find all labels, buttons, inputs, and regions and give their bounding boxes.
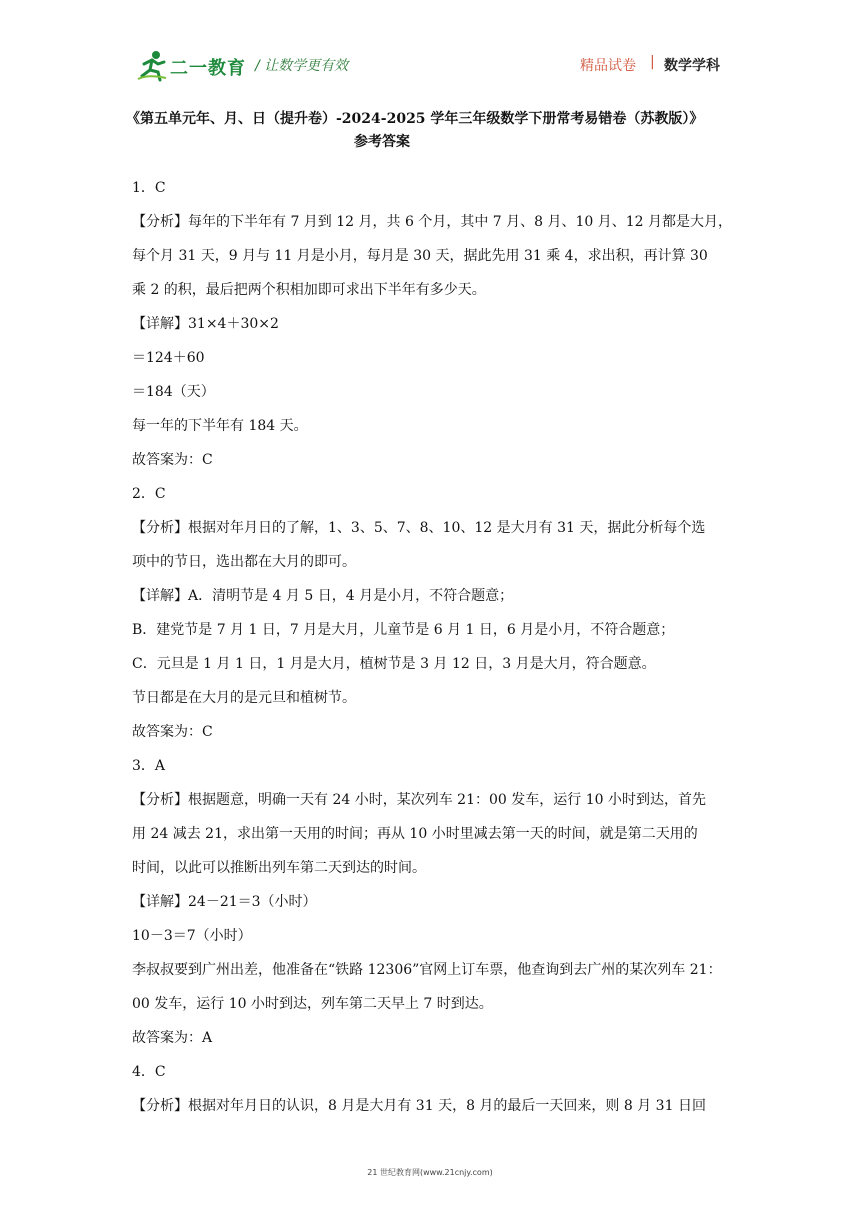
answer-line: 节日都是在大月的是元旦和植树节。 [132,690,356,706]
answer-line: 时间，以此可以推断出列车第二天到达的时间。 [132,860,426,876]
answer-line: 【详解】A．清明节是 4 月 5 日，4 月是小月，不符合题意； [132,588,514,604]
answer-line: ＝184（天） [132,384,215,400]
page-footer: 21 世纪教育网(www.21cnjy.com) [367,1168,493,1177]
slogan: / 让数学更有效 [255,58,349,74]
answer-line: 1．C [132,180,166,196]
answer-line: ＝124＋60 [132,350,205,366]
answer-line: 00 发车，运行 10 小时到达，列车第二天早上 7 时到达。 [132,996,493,1012]
document-title: 《第五单元年、月、日（提升卷）-2024-2025 学年三年级数学下册常考易错卷（苏教版）》 [126,111,704,127]
answer-line: 【分析】根据对年月日的了解，1、3、5、7、8、10、12 是大月有 31 天，据此分析每个选 [132,520,706,536]
logo [136,48,246,84]
answer-line: 2．C [132,486,166,502]
answer-line: 【详解】24－21＝3（小时） [132,894,317,910]
answer-line: 4．C [132,1064,166,1080]
answer-line: 项中的节日，选出都在大月的即可。 [132,554,356,570]
answer-line: 【分析】根据对年月日的认识，8 月是大月有 31 天，8 月的最后一天回来，则 8 月 31 日回 [132,1098,706,1114]
answer-line: C．元旦是 1 月 1 日，1 月是大月，植树节是 3 月 12 日，3 月是大月，符合题意。 [132,656,656,672]
answer-line: 故答案为：C [132,452,213,468]
answer-line: 10－3＝7（小时） [132,928,252,944]
runner-logo-icon [136,48,170,82]
answer-line: 3．A [132,758,166,774]
answer-line: 用 24 减去 21，求出第一天用的时间；再从 10 小时里减去第一天的时间，就是第二天用的 [132,826,698,842]
document-subtitle: 参考答案 [354,134,410,150]
answer-line: 每个月 31 天，9 月与 11 月是小月，每月是 30 天，据此先用 31 乘 4，求出积，再计算 30 [132,248,708,264]
answer-line: 李叔叔要到广州出差，他准备在“铁路 12306”官网上订车票，他查询到去广州的某次列车 21： [132,962,722,978]
page-header [0,0,860,90]
logo-text: 二一教育 [170,58,246,79]
answer-line: 【详解】31×4＋30×2 [132,316,279,332]
answer-line: B．建党节是 7 月 1 日，7 月是大月，儿童节是 6 月 1 日，6 月是小月，不符合题意； [132,622,675,638]
answer-line: 【分析】每年的下半年有 7 月到 12 月，共 6 个月，其中 7 月、8 月、10 月、12 月都是大月， [132,214,733,230]
subject-label: 数学学科 [664,58,720,74]
answer-line: 每一年的下半年有 184 天。 [132,418,308,434]
header-separator: | [650,54,655,70]
quality-label: 精品试卷 [580,58,636,74]
answer-line: 乘 2 的积，最后把两个积相加即可求出下半年有多少天。 [132,282,486,298]
answer-line: 故答案为：A [132,1030,213,1046]
answer-line: 【分析】根据题意，明确一天有 24 小时，某次列车 21：00 发车，运行 10 小时到达，首先 [132,792,706,808]
answer-line: 故答案为：C [132,724,213,740]
